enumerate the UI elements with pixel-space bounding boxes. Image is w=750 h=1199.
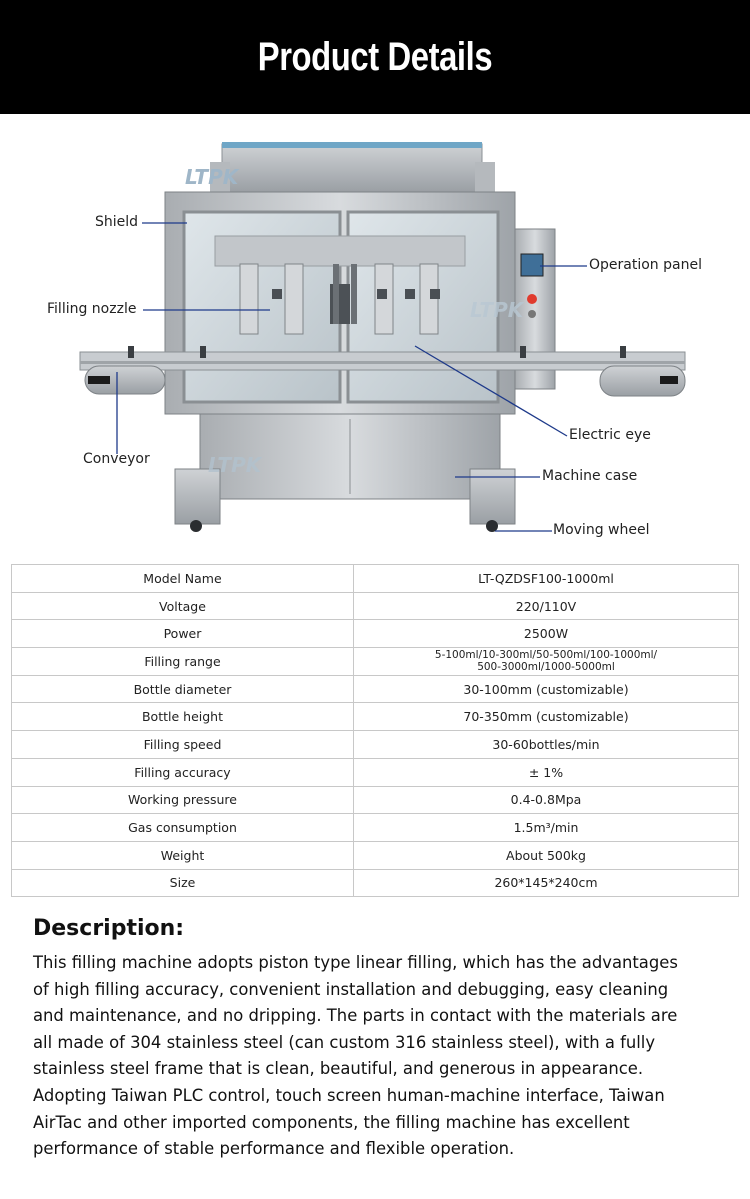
- table-row: [12, 703, 739, 731]
- table-row: [12, 786, 739, 814]
- callout-machine-case: Machine case: [542, 468, 638, 484]
- table-row: [12, 758, 739, 786]
- spec-value: About 500kg: [354, 841, 739, 869]
- spec-label: Bottle height: [12, 703, 354, 731]
- watermark-bottom: LTPK: [208, 453, 262, 477]
- spec-label: Bottle diameter: [12, 675, 354, 703]
- callout-filling-nozzle: Filling nozzle: [47, 301, 137, 317]
- spec-value-line: 500-3000ml/1000-5000ml: [477, 661, 615, 674]
- spec-label: Filling speed: [12, 731, 354, 759]
- spec-value-line: 5-100ml/10-300ml/50-500ml/100-1000ml/: [434, 649, 658, 662]
- description-line: This filling machine adopts piston type linear filling, which has the advantages: [33, 953, 678, 972]
- table-row: [12, 731, 739, 759]
- spec-table: [11, 564, 739, 897]
- callout-moving-wheel: Moving wheel: [553, 522, 650, 538]
- watermark-top: LTPK: [185, 165, 239, 189]
- spec-label: Filling accuracy: [12, 758, 354, 786]
- spec-value: LT-QZDSF100-1000ml: [354, 565, 739, 593]
- filling-machine-illustration: [0, 114, 750, 554]
- spec-value: [354, 648, 739, 676]
- spec-label: Size: [12, 869, 354, 897]
- spec-value: 260*145*240cm: [354, 869, 739, 897]
- table-row: [12, 675, 739, 703]
- description-line: performance of stable performance and flexible operation.: [33, 1139, 515, 1159]
- callout-operation-panel: Operation panel: [589, 257, 702, 273]
- callout-electric-eye: Electric eye: [569, 427, 651, 443]
- table-row: [12, 648, 739, 676]
- spec-label: Filling range: [12, 648, 354, 676]
- spec-value: 30-100mm (customizable): [354, 675, 739, 703]
- page-title: Product Details: [257, 34, 493, 79]
- spec-label: Gas consumption: [12, 814, 354, 842]
- spec-value: 70-350mm (customizable): [354, 703, 739, 731]
- table-row: [12, 841, 739, 869]
- spec-value: 2500W: [354, 620, 739, 648]
- table-row: [12, 869, 739, 897]
- spec-label: Power: [12, 620, 354, 648]
- table-row: [12, 565, 739, 593]
- table-row: [12, 592, 739, 620]
- description-line: and maintenance, and no dripping. The parts in contact with the materials are: [33, 1006, 678, 1026]
- watermark-middle: LTPK: [470, 298, 524, 322]
- description-line: stainless steel frame that is clean, beautiful, and generous in appearance.: [33, 1059, 644, 1079]
- spec-label: Working pressure: [12, 786, 354, 814]
- spec-value: 1.5m³/min: [354, 814, 739, 842]
- page-header: [0, 0, 750, 114]
- description-title: Description:: [33, 916, 185, 941]
- spec-label: Model Name: [12, 565, 354, 593]
- description-line: AirTac and other imported components, the filling machine has excellent: [33, 1112, 630, 1132]
- callout-conveyor: Conveyor: [83, 451, 150, 467]
- spec-value: 0.4-0.8Mpa: [354, 786, 739, 814]
- spec-label: Voltage: [12, 592, 354, 620]
- description-line: Adopting Taiwan PLC control, touch screen human-machine interface, Taiwan: [33, 1085, 665, 1105]
- description-line: of high filling accuracy, convenient installation and debugging, easy cleaning: [33, 979, 669, 999]
- spec-value: 30-60bottles/min: [354, 731, 739, 759]
- spec-value: ± 1%: [354, 758, 739, 786]
- table-row: [12, 814, 739, 842]
- description-body: [33, 950, 733, 1163]
- description-line: all made of 304 stainless steel (can custom 316 stainless steel), with a fully: [33, 1032, 656, 1052]
- callout-shield: Shield: [95, 214, 139, 230]
- machine-figure: [0, 114, 750, 554]
- table-row: [12, 620, 739, 648]
- spec-value: 220/110V: [354, 592, 739, 620]
- spec-label: Weight: [12, 841, 354, 869]
